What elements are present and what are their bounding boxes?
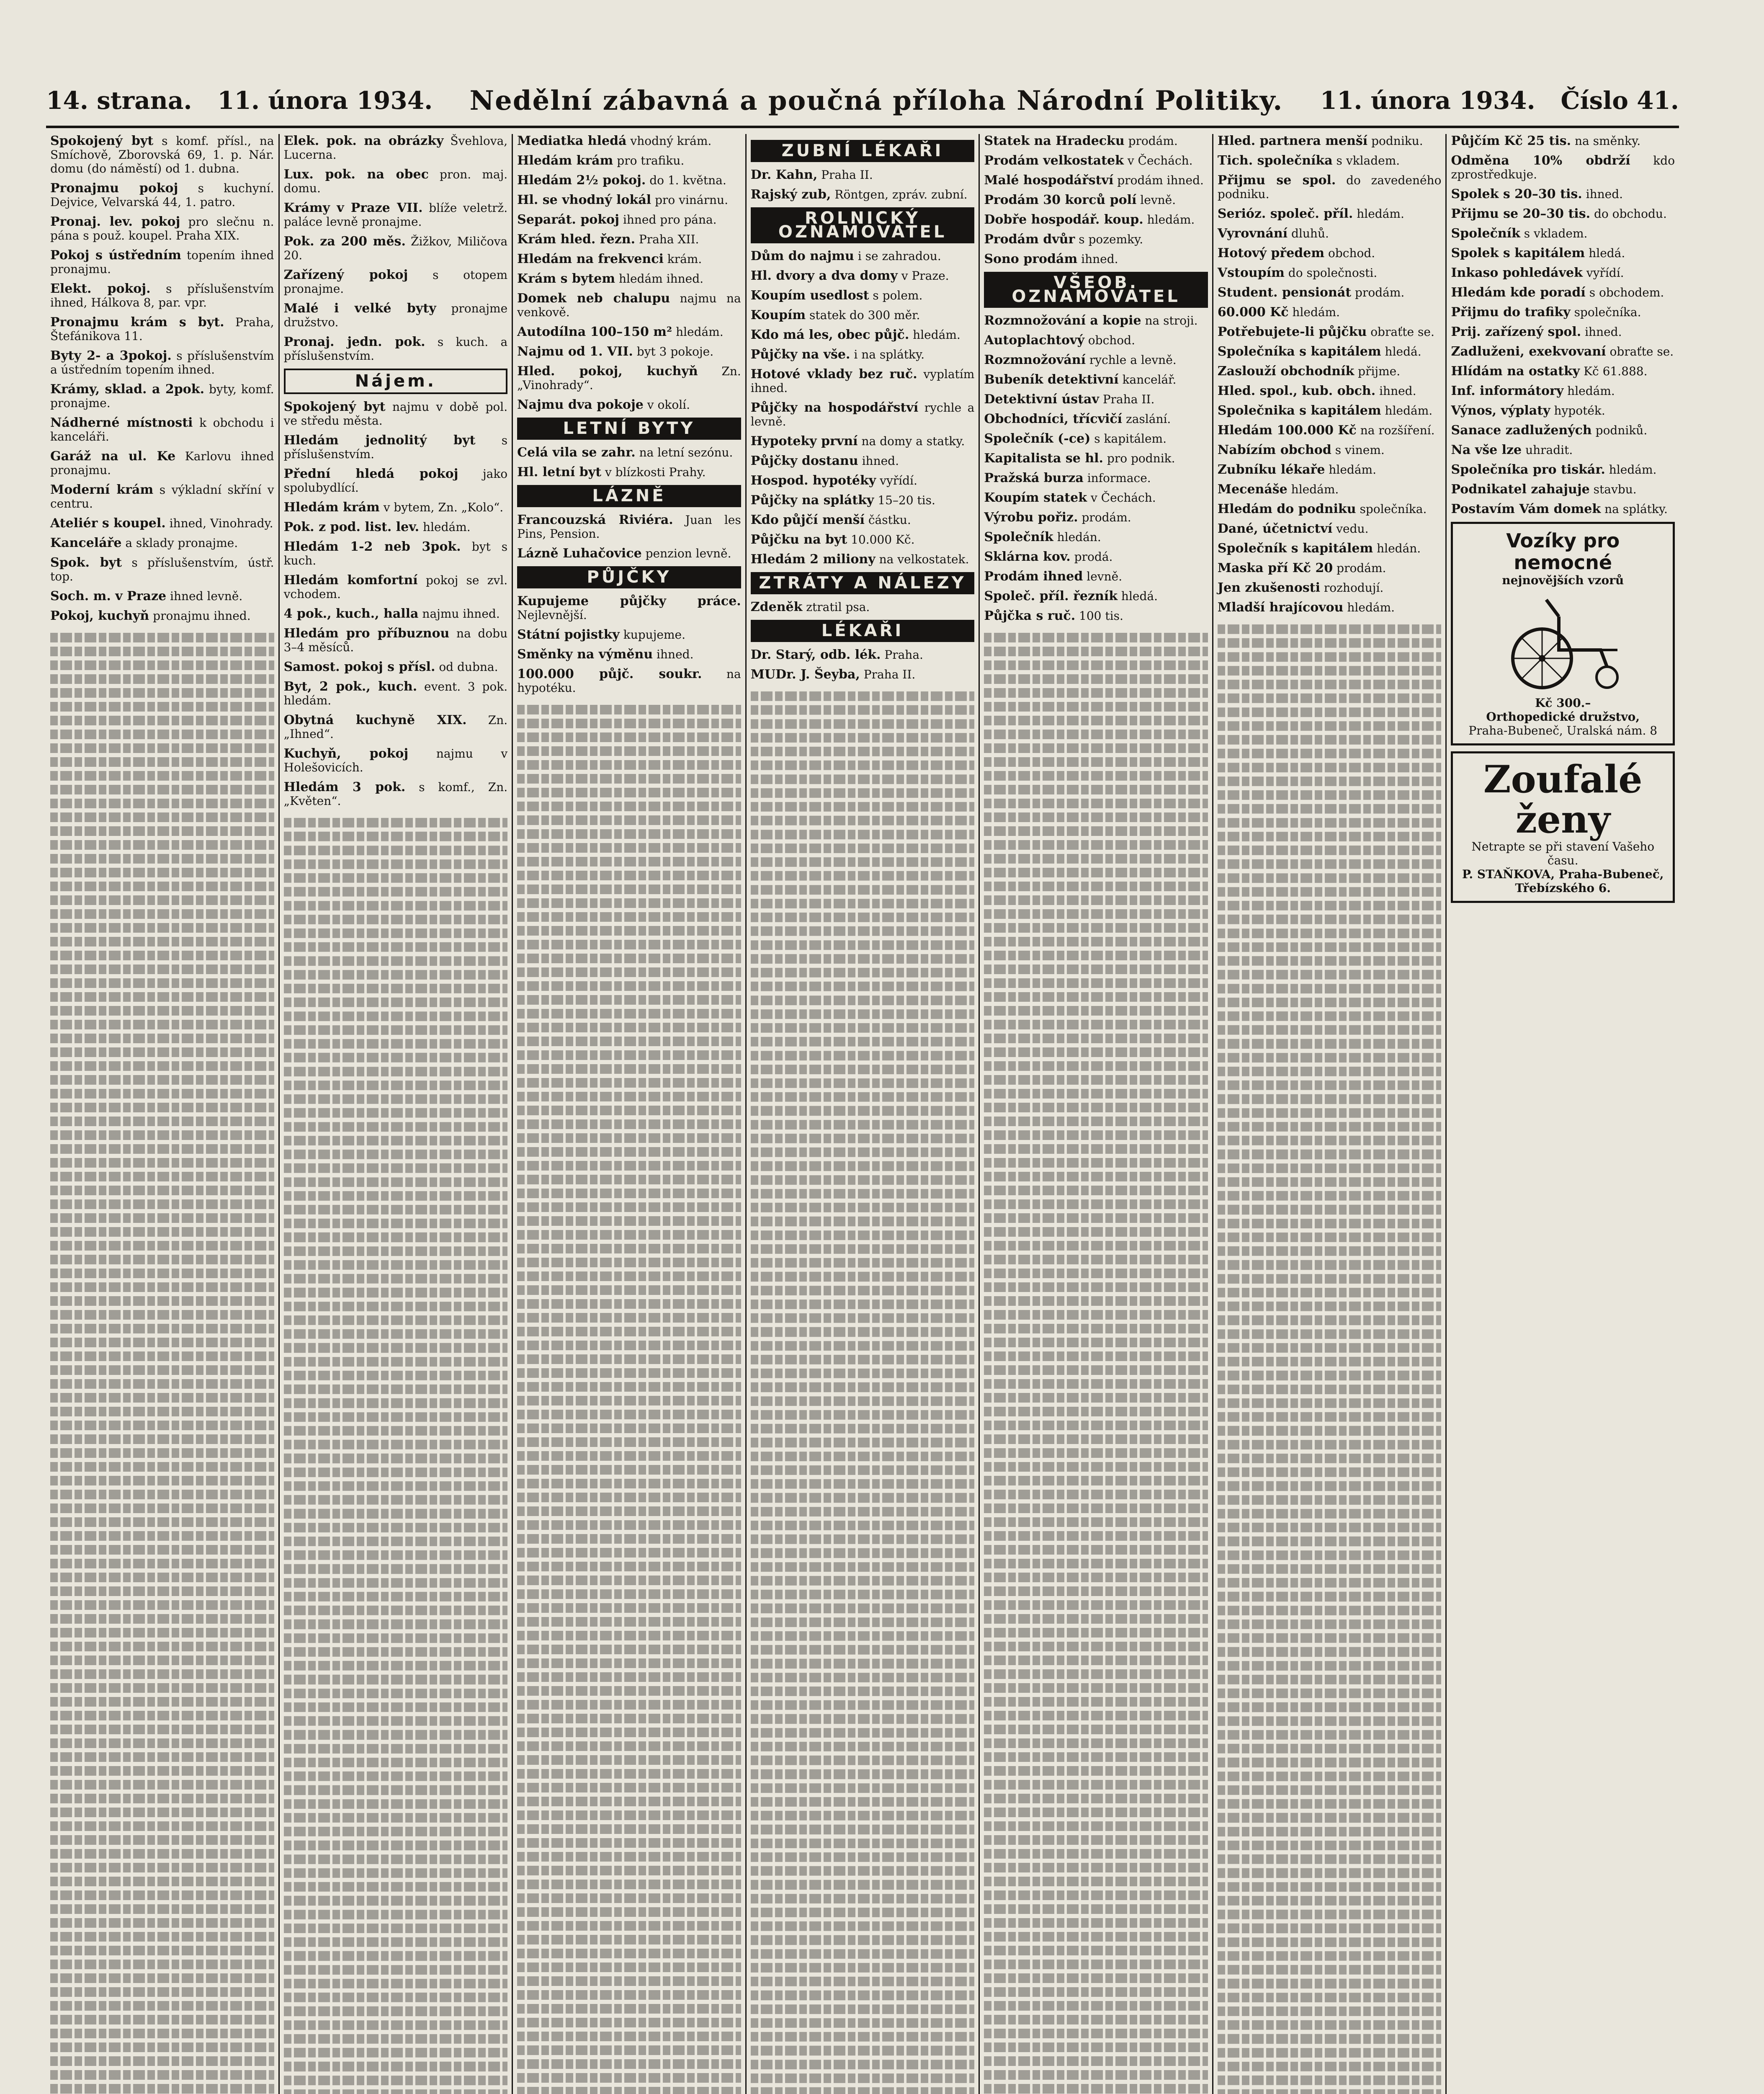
wheelchair-ad — [1451, 522, 1675, 745]
list-item: 4 pok., kuch., halla najmu ihned. — [283, 606, 500, 621]
list-item: Nádherné místnosti k obchodu i kanceláři. — [50, 415, 274, 444]
list-item: Dané, účetnictví vedu. — [1217, 521, 1369, 536]
list-item: Pronaj. lev. pokoj pro slečnu n. pána s použ. koupel. Praha XIX. — [50, 214, 274, 242]
list-item: Hl. se vhodný lokál pro vinárnu. — [517, 193, 728, 207]
wheelchair-ad-address: Praha-Bubeneč, Uralská nám. 8 — [1468, 724, 1658, 738]
list-item: Autodílna 100–150 m² hledám. — [517, 325, 724, 339]
zoufale-zeny-title: Zoufalé ženy — [1483, 757, 1643, 842]
list-item: Elekt. pokoj. s příslušenstvím ihned, Hálkova 8, par. vpr. — [50, 281, 274, 309]
list-item: Hledám 3 pok. s komf., Zn. „Květen“. — [283, 780, 508, 808]
list-item: Půjčky na splátky 15–20 tis. — [750, 493, 935, 508]
list-item: Koupím statek v Čechách. — [984, 490, 1156, 505]
list-item: Výrobu pořiz. prodám. — [984, 510, 1131, 525]
list-item: Pronajmu krám s byt. Praha, Štefánikova 11. — [50, 315, 274, 343]
list-item: Inf. informátory hledám. — [1451, 384, 1615, 398]
list-item: Ateliér s koupel. ihned, Vinohrady. — [50, 516, 273, 531]
wheelchair-ad-firm: Orthopedické družstvo, — [1486, 710, 1640, 724]
list-item: Moderní krám s výkladní skříní v centru. — [50, 482, 274, 511]
list-item: Pokoj, kuchyň pronajmu ihned. — [50, 609, 251, 623]
list-item: Najmu od 1. VII. byt 3 pokoje. — [517, 344, 714, 359]
list-item: Koupím statek do 300 měr. — [750, 308, 920, 322]
list-item: Společnika s kapitálem hledám. — [1217, 403, 1433, 418]
list-item: Hledám kde poradí s obchodem. — [1451, 285, 1664, 300]
masthead-title: Nedělní zábavná a poučná příloha Národní Politiky. — [469, 85, 1283, 116]
column-2 — [280, 134, 513, 2094]
wheelchair-ad-subtitle: nejnovějších vzorů — [1502, 573, 1624, 587]
list-item: Hospod. hypotéky vyřídí. — [750, 473, 917, 488]
list-item: Hledám pro příbuznou na dobu 3–4 měsíců. — [283, 626, 508, 654]
list-item: Společ. příl. řezník hledá. — [984, 589, 1158, 603]
list-item: Prodám dvůr s pozemky. — [984, 232, 1143, 247]
list-item: Prodám velkostatek v Čechách. — [984, 153, 1193, 168]
list-item: Hled. spol., kub. obch. ihned. — [1217, 384, 1416, 398]
column-1 — [46, 134, 280, 2094]
list-item: Garáž na ul. Ke Karlovu ihned pronajmu. — [50, 449, 274, 477]
section-heading-zubni-lekari: ZUBNÍ LÉKAŘI — [751, 140, 975, 162]
list-item: Prij. zařízený spol. ihned. — [1451, 325, 1622, 339]
list-item: Celá vila se zahr. na letní sezónu. — [517, 445, 733, 460]
list-item: Půjčky na hospodářství rychle a levně. — [750, 400, 975, 428]
masthead-left — [46, 86, 433, 115]
list-item: Zaslouží obchodník přijme. — [1217, 364, 1401, 379]
list-item: Malé hospodářství prodám ihned. — [984, 173, 1204, 188]
list-item: Spolek s kapitálem hledá. — [1451, 246, 1625, 260]
list-item: 100.000 půjč. soukr. na hypotéku. — [517, 667, 741, 695]
list-item: Pok. z pod. list. lev. hledám. — [283, 520, 471, 534]
list-item: Hledám 2½ pokoj. do 1. května. — [517, 173, 726, 188]
list-item: Rozmnožování a kopie na stroji. — [984, 313, 1198, 328]
dense-text-block — [50, 629, 274, 2094]
list-item: Půjčka s ruč. 100 tis. — [984, 609, 1123, 623]
list-item: Krámy, sklad. a 2pok. byty, komf. pronajme. — [50, 382, 274, 410]
list-item: Půjčím Kč 25 tis. na směnky. — [1451, 134, 1641, 148]
list-item: Půjčky na vše. i na splátky. — [750, 347, 924, 362]
list-item: Hledám komfortní pokoj se zvl. vchodem. — [283, 573, 508, 601]
list-item: Sanace zadlužených podniků. — [1451, 423, 1648, 438]
section-heading-rolnicky-oznamovatel: ROLNICKÝ OZNAMOVATEL — [751, 207, 975, 243]
list-item: Hledám na frekvenci krám. — [517, 252, 702, 266]
wheelchair-ad-price: Kč 300.– — [1535, 696, 1591, 710]
list-item: Hypoteky první na domy a statky. — [750, 434, 965, 449]
list-item: Serióz. společ. příl. hledám. — [1217, 206, 1404, 221]
list-item: Půjčku na byt 10.000 Kč. — [750, 532, 915, 547]
dense-text-block — [751, 687, 975, 2094]
list-item: Státní pojistky kupujeme. — [517, 627, 685, 642]
list-item: Bubeník detektivní kancelář. — [984, 372, 1177, 387]
list-item: Rajský zub, Röntgen, zpráv. zubní. — [750, 187, 968, 202]
list-item: Krám s bytem hledám ihned. — [517, 271, 704, 286]
list-item: Obytná kuchyně XIX. Zn. „Ihned“. — [283, 713, 508, 741]
list-item: Rozmnožování rychle a levně. — [984, 353, 1177, 367]
zoufale-zeny-body: Netrapte se při stavení Vašeho času. — [1471, 840, 1655, 867]
list-item: Domek neb chalupu najmu na venkově. — [517, 291, 741, 319]
zoufale-zeny-firm: P. STAŇKOVA, Praha-Bubeneč, Třebízského 6. — [1462, 867, 1664, 895]
list-item: Elek. pok. na obrázky Švehlova, Lucerna. — [283, 134, 508, 162]
masthead — [46, 75, 1679, 128]
list-item: Společník (-ce) s kapitálem. — [984, 431, 1167, 446]
list-item: Zařízený pokoj s otopem pronajme. — [283, 268, 508, 296]
dense-text-block — [984, 629, 1208, 2094]
list-item: Potřebujete-li půjčku obraťte se. — [1217, 325, 1434, 339]
list-item: Spolek s 20–30 tis. ihned. — [1451, 187, 1623, 201]
list-item: Přední hledá pokoj jako spolubydlící. — [283, 467, 508, 495]
section-heading-lazne: LÁZNĚ — [517, 485, 741, 507]
list-item: Společník s vkladem. — [1451, 226, 1588, 241]
list-item: Hotový předem obchod. — [1217, 246, 1375, 260]
list-item: Samost. pokoj s přísl. od dubna. — [283, 660, 498, 674]
section-heading-letni-byty: LETNÍ BYTY — [517, 418, 741, 440]
list-item: Mladší hrajícovou hledám. — [1217, 600, 1395, 615]
list-item: Půjčky dostanu ihned. — [750, 454, 899, 468]
list-item: Zdeněk ztratil psa. — [750, 600, 870, 614]
list-item: Malé i velké byty pronajme družstvo. — [283, 301, 508, 329]
list-item: Jen zkušenosti rozhodují. — [1217, 580, 1384, 595]
list-item: Hledám do podniku společníka. — [1217, 502, 1427, 516]
list-item: Společník hledán. — [984, 530, 1101, 544]
column-5 — [980, 134, 1213, 2094]
section-heading-lekari: LÉKAŘI — [751, 620, 975, 642]
list-item: Dr. Kahn, Praha II. — [750, 168, 873, 182]
list-item: Postavím Vám domek na splátky. — [1451, 502, 1668, 516]
list-item: Hled. partnera menší podniku. — [1217, 134, 1423, 148]
list-item: Vstoupím do společnosti. — [1217, 266, 1378, 280]
list-item: Pronaj. jedn. pok. s kuch. a příslušenstvím. — [283, 335, 508, 363]
list-item: Prodám 30 korců polí levně. — [984, 193, 1176, 207]
section-heading-pujcky: PŮJČKY — [517, 566, 741, 588]
list-item: Hledám krám v bytem, Zn. „Kolo“. — [283, 500, 504, 515]
list-item: Hl. dvory a dva domy v Praze. — [750, 268, 949, 283]
list-item: Krámy v Praze VII. blíže veletrž. paláce levně pronajme. — [283, 201, 508, 229]
column-7 — [1447, 134, 1679, 2094]
list-item: Vyrovnání dluhů. — [1217, 226, 1329, 241]
columns — [46, 134, 1679, 2094]
section-heading-vseob-oznamovatel: VŠEOB. OZNAMOVATEL — [984, 272, 1208, 308]
list-item: Byty 2- a 3pokoj. s příslušenstvím a ústředním topením ihned. — [50, 348, 274, 377]
list-item: Dr. Starý, odb. lék. Praha. — [750, 647, 923, 662]
list-item: Koupím usedlost s polem. — [750, 288, 923, 303]
list-item: Odměna 10% obdrží kdo zprostředkuje. — [1451, 153, 1675, 181]
list-item: Lux. pok. na obec pron. maj. domu. — [283, 167, 508, 195]
list-item: Společník s kapitálem hledán. — [1217, 541, 1421, 556]
list-item: Tich. společníka s vkladem. — [1217, 153, 1400, 168]
list-item: Kanceláře a sklady pronajme. — [50, 536, 238, 550]
section-heading-najem: Nájem. — [284, 369, 508, 394]
list-item: Společníka pro tiskár. hledám. — [1451, 462, 1657, 477]
dense-text-block — [517, 701, 741, 2094]
list-item: Inkaso pohledávek vyřídí. — [1451, 266, 1624, 280]
list-item: Hl. letní byt v blízkosti Prahy. — [517, 465, 706, 480]
list-item: Spok. byt s příslušenstvím, ústř. top. — [50, 555, 274, 583]
list-item: Detektivní ústav Praha II. — [984, 392, 1155, 407]
list-item: Společníka s kapitálem hledá. — [1217, 344, 1422, 359]
masthead-right — [1320, 86, 1679, 115]
list-item: Pok. za 200 měs. Žižkov, Miličova 20. — [283, 234, 508, 262]
list-item: Separát. pokoj ihned pro pána. — [517, 212, 717, 227]
list-item: Podnikatel zahajuje stavbu. — [1451, 482, 1637, 497]
section-heading-ztraty-a-nalezy: ZTRÁTY A NÁLEZY — [751, 572, 975, 594]
list-item: Statek na Hradecku prodám. — [984, 134, 1178, 148]
list-item: Byt, 2 pok., kuch. event. 3 pok. hledám. — [283, 679, 508, 707]
list-item: Hledám 2 miliony na velkostatek. — [750, 552, 969, 567]
list-item: Lázně Luhačovice penzion levně. — [517, 546, 731, 561]
list-item: Hotové vklady bez ruč. vyplatím ihned. — [750, 367, 975, 395]
list-item: Na vše lze uhradit. — [1451, 443, 1573, 457]
list-item: Zubníku lékaře hledám. — [1217, 462, 1376, 477]
list-item: Mediatka hledá vhodný krám. — [517, 134, 712, 148]
list-item: Přijmu do trafiky společníka. — [1451, 305, 1641, 320]
list-item: Hledám jednolitý byt s příslušenstvím. — [283, 433, 508, 461]
list-item: Mecenáše hledám. — [1217, 482, 1339, 497]
list-item: Kapitalista se hl. pro podnik. — [984, 451, 1175, 466]
list-item: Pronajmu pokoj s kuchyní. Dejvice, Velvarská 44, 1. patro. — [50, 181, 274, 209]
list-item: Maska pří Kč 20 prodám. — [1217, 561, 1386, 575]
wheelchair-ad-title: Vozíky pro nemocné — [1506, 529, 1620, 574]
dense-text-block — [284, 814, 508, 2094]
list-item: Spokojený byt najmu v době pol. ve středu města. — [283, 400, 508, 428]
issue-number: Číslo 41. — [1561, 86, 1679, 115]
column-3 — [513, 134, 747, 2094]
list-item: Hledám 1-2 neb 3pok. byt s kuch. — [283, 539, 508, 567]
list-item: Prodám ihned levně. — [984, 569, 1123, 584]
list-item: Najmu dva pokoje v okolí. — [517, 397, 690, 412]
masthead-date-right: 11. února 1934. — [1320, 86, 1535, 115]
column-6 — [1213, 134, 1447, 2094]
page-number: 14. strana. — [46, 86, 192, 115]
list-item: Kuchyň, pokoj najmu v Holešovicích. — [283, 746, 508, 774]
list-item: Směnky na výměnu ihned. — [517, 647, 694, 662]
list-item: Francouzská Riviéra. Juan les Pins, Pension. — [517, 513, 741, 541]
list-item: Krám hled. řezn. Praha XII. — [517, 232, 699, 247]
list-item: Spokojený byt s komf. přísl., na Smíchově, Zborovská 69, 1. p. Nár. domu (do náměstí) od 1. dubna. — [50, 134, 274, 175]
list-item: Přijmu se 20–30 tis. do obchodu. — [1451, 206, 1667, 221]
list-item: Sklárna kov. prodá. — [984, 549, 1113, 564]
zoufale-zeny-ad — [1451, 751, 1675, 903]
list-item: Student. pensionát prodám. — [1217, 285, 1405, 300]
list-item: Výnos, výplaty hypoték. — [1451, 403, 1605, 418]
list-item: MUDr. J. Šeyba, Praha II. — [750, 667, 916, 682]
list-item: Soch. m. v Praze ihned levně. — [50, 589, 243, 603]
list-item: Nabízím obchod s vinem. — [1217, 443, 1385, 457]
list-item: Obchodníci, třícvičí zaslání. — [984, 412, 1171, 426]
list-item: Pražská burza informace. — [984, 471, 1151, 485]
list-item: Kdo půjčí menší částku. — [750, 513, 911, 527]
wheelchair-illustration — [1496, 591, 1630, 692]
dense-text-block — [1218, 620, 1442, 2094]
column-4 — [747, 134, 980, 2094]
list-item: Pokoj s ústředním topením ihned pronajmu. — [50, 248, 274, 276]
list-item: Hledám krám pro trafiku. — [517, 153, 685, 168]
list-item: Sono prodám ihned. — [984, 252, 1118, 266]
list-item: Kupujeme půjčky práce. Nejlevnější. — [517, 594, 741, 622]
list-item: Dobře hospodář. koup. hledám. — [984, 212, 1195, 227]
list-item: Dům do najmu i se zahradou. — [750, 249, 941, 263]
list-item: Hledám 100.000 Kč na rozšíření. — [1217, 423, 1435, 438]
list-item: Hlídám na ostatky Kč 61.888. — [1451, 364, 1648, 379]
list-item: Zadluženi, exekvovaní obraťte se. — [1451, 344, 1674, 359]
list-item: Autoplachtový obchod. — [984, 333, 1135, 348]
masthead-date-left: 11. února 1934. — [217, 86, 433, 115]
list-item: Hled. pokoj, kuchyň Zn. „Vinohrady“. — [517, 364, 741, 392]
list-item: Přijmu se spol. do zavedeného podniku. — [1217, 173, 1442, 201]
list-item: 60.000 Kč hledám. — [1217, 305, 1340, 320]
list-item: Kdo má les, obec půjč. hledám. — [750, 328, 961, 342]
